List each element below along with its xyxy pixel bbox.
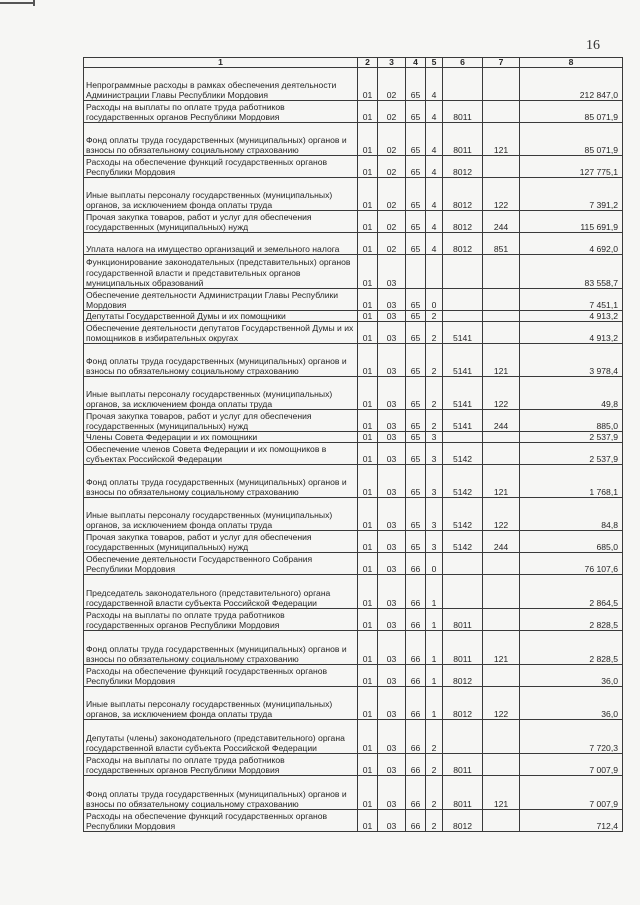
- subsection-code: 03: [378, 410, 406, 432]
- section-code: 01: [358, 720, 378, 754]
- target-item-code: 8011: [443, 101, 483, 123]
- item-name: Расходы на обеспечение функций государственных органов Республики Мордовия: [84, 665, 358, 687]
- subsection-code: 03: [378, 810, 406, 832]
- table-row: [84, 101, 623, 123]
- program-code: 65: [406, 211, 426, 233]
- subsection-code: 02: [378, 156, 406, 178]
- amount: 885,0: [520, 410, 623, 432]
- target-item-code: 5142: [443, 498, 483, 531]
- target-item-code: [443, 575, 483, 609]
- section-code: 01: [358, 410, 378, 432]
- expense-type-code: [483, 68, 520, 101]
- table-row: [84, 553, 623, 575]
- table-row: [84, 687, 623, 720]
- table-row: [84, 432, 623, 443]
- expense-type-code: [483, 255, 520, 289]
- subprogram-code: 1: [426, 665, 443, 687]
- expense-type-code: [483, 665, 520, 687]
- expense-type-code: 122: [483, 377, 520, 410]
- item-name: Обеспечение деятельности депутатов Государственной Думы и их помощников в избирательных округах: [84, 322, 358, 344]
- table-row: [84, 776, 623, 810]
- program-code: 65: [406, 311, 426, 322]
- expense-type-code: 121: [483, 123, 520, 156]
- expense-type-code: 121: [483, 465, 520, 498]
- table-row: [84, 575, 623, 609]
- subsection-code: 03: [378, 289, 406, 311]
- target-item-code: 8011: [443, 776, 483, 810]
- item-name: Уплата налога на имущество организаций и земельного налога: [84, 233, 358, 255]
- table-row: [84, 344, 623, 377]
- item-name: Фонд оплаты труда государственных (муниципальных) органов и взносы по обязательному социальному страхованию: [84, 123, 358, 156]
- item-name: Фонд оплаты труда государственных (муниципальных) органов и взносы по обязательному социальному страхованию: [84, 631, 358, 665]
- subsection-code: 02: [378, 101, 406, 123]
- amount: 4 913,2: [520, 322, 623, 344]
- program-code: 66: [406, 575, 426, 609]
- expense-type-code: [483, 432, 520, 443]
- program-code: 65: [406, 289, 426, 311]
- program-code: 65: [406, 101, 426, 123]
- scan-mark: [0, 2, 34, 4]
- subprogram-code: 4: [426, 211, 443, 233]
- target-item-code: 8011: [443, 754, 483, 776]
- item-name: Депутаты Государственной Думы и их помощники: [84, 311, 358, 322]
- subsection-code: 03: [378, 311, 406, 322]
- subprogram-code: 2: [426, 322, 443, 344]
- subprogram-code: 4: [426, 156, 443, 178]
- subprogram-code: 4: [426, 178, 443, 211]
- section-code: 01: [358, 575, 378, 609]
- expense-type-code: 122: [483, 178, 520, 211]
- section-code: 01: [358, 432, 378, 443]
- program-code: 65: [406, 156, 426, 178]
- program-code: 65: [406, 344, 426, 377]
- target-item-code: 8011: [443, 123, 483, 156]
- item-name: Фонд оплаты труда государственных (муниципальных) органов и взносы по обязательному социальному страхованию: [84, 465, 358, 498]
- amount: 2 537,9: [520, 432, 623, 443]
- table-row: [84, 443, 623, 465]
- expense-type-code: 121: [483, 631, 520, 665]
- section-code: 01: [358, 289, 378, 311]
- table-row: [84, 665, 623, 687]
- amount: 115 691,9: [520, 211, 623, 233]
- target-item-code: 8012: [443, 810, 483, 832]
- program-code: 66: [406, 720, 426, 754]
- subsection-code: 03: [378, 322, 406, 344]
- amount: 36,0: [520, 687, 623, 720]
- target-item-code: [443, 720, 483, 754]
- column-header: 2: [358, 58, 378, 68]
- section-code: 01: [358, 68, 378, 101]
- section-code: 01: [358, 465, 378, 498]
- expense-type-code: [483, 289, 520, 311]
- expense-type-code: 851: [483, 233, 520, 255]
- subsection-code: 03: [378, 776, 406, 810]
- subsection-code: 03: [378, 609, 406, 631]
- subprogram-code: 2: [426, 311, 443, 322]
- item-name: Непрограммные расходы в рамках обеспечения деятельности Администрации Главы Республики Мордовия: [84, 68, 358, 101]
- subprogram-code: 2: [426, 410, 443, 432]
- item-name: Обеспечение деятельности Государственного Собрания Республики Мордовия: [84, 553, 358, 575]
- target-item-code: [443, 255, 483, 289]
- subprogram-code: 2: [426, 776, 443, 810]
- section-code: 01: [358, 609, 378, 631]
- item-name: Расходы на выплаты по оплате труда работников государственных органов Республики Мордовия: [84, 101, 358, 123]
- section-code: 01: [358, 211, 378, 233]
- subprogram-code: 4: [426, 101, 443, 123]
- table-row: [84, 178, 623, 211]
- section-code: 01: [358, 255, 378, 289]
- program-code: 65: [406, 233, 426, 255]
- target-item-code: 8012: [443, 211, 483, 233]
- amount: 2 537,9: [520, 443, 623, 465]
- target-item-code: 8011: [443, 609, 483, 631]
- program-code: 65: [406, 498, 426, 531]
- target-item-code: 8012: [443, 665, 483, 687]
- column-header: 4: [406, 58, 426, 68]
- section-code: 01: [358, 553, 378, 575]
- program-code: 66: [406, 810, 426, 832]
- section-code: 01: [358, 531, 378, 553]
- subsection-code: 03: [378, 498, 406, 531]
- item-name: Обеспечение членов Совета Федерации и их помощников в субъектах Российской Федерации: [84, 443, 358, 465]
- subprogram-code: 0: [426, 553, 443, 575]
- item-name: Иные выплаты персоналу государственных (муниципальных) органов, за исключением фонда оплаты труда: [84, 377, 358, 410]
- item-name: Иные выплаты персоналу государственных (муниципальных) органов, за исключением фонда оплаты труда: [84, 687, 358, 720]
- subprogram-code: 1: [426, 687, 443, 720]
- subsection-code: 03: [378, 443, 406, 465]
- target-item-code: 5141: [443, 377, 483, 410]
- table-row: [84, 68, 623, 101]
- amount: 7 391,2: [520, 178, 623, 211]
- section-code: 01: [358, 665, 378, 687]
- column-header: 1: [84, 58, 358, 68]
- table-row: [84, 631, 623, 665]
- subprogram-code: 4: [426, 123, 443, 156]
- amount: 85 071,9: [520, 101, 623, 123]
- item-name: Члены Совета Федерации и их помощники: [84, 432, 358, 443]
- program-code: 65: [406, 410, 426, 432]
- program-code: [406, 255, 426, 289]
- scan-mark: [33, 0, 35, 6]
- item-name: Расходы на выплаты по оплате труда работников государственных органов Республики Мордовия: [84, 609, 358, 631]
- program-code: 65: [406, 531, 426, 553]
- item-name: Расходы на обеспечение функций государственных органов Республики Мордовия: [84, 810, 358, 832]
- subprogram-code: 1: [426, 575, 443, 609]
- subprogram-code: 3: [426, 443, 443, 465]
- table-row: [84, 465, 623, 498]
- subsection-code: 02: [378, 233, 406, 255]
- subprogram-code: [426, 255, 443, 289]
- program-code: 65: [406, 123, 426, 156]
- table-row: [84, 211, 623, 233]
- table-row: [84, 377, 623, 410]
- item-name: Прочая закупка товаров, работ и услуг для обеспечения государственных (муниципальных) нужд: [84, 410, 358, 432]
- table-row: [84, 311, 623, 322]
- amount: 7 007,9: [520, 776, 623, 810]
- section-code: 01: [358, 344, 378, 377]
- section-code: 01: [358, 178, 378, 211]
- target-item-code: 5141: [443, 322, 483, 344]
- section-code: 01: [358, 498, 378, 531]
- item-name: Фонд оплаты труда государственных (муниципальных) органов и взносы по обязательному социальному страхованию: [84, 776, 358, 810]
- amount: 1 768,1: [520, 465, 623, 498]
- program-code: 66: [406, 754, 426, 776]
- amount: 84,8: [520, 498, 623, 531]
- table-header-row: [84, 58, 623, 68]
- table-row: [84, 322, 623, 344]
- amount: 2 828,5: [520, 609, 623, 631]
- section-code: 01: [358, 810, 378, 832]
- subsection-code: 03: [378, 255, 406, 289]
- subprogram-code: 2: [426, 720, 443, 754]
- expense-type-code: [483, 156, 520, 178]
- subprogram-code: 2: [426, 810, 443, 832]
- program-code: 66: [406, 609, 426, 631]
- section-code: 01: [358, 377, 378, 410]
- target-item-code: 8012: [443, 687, 483, 720]
- item-name: Иные выплаты персоналу государственных (муниципальных) органов, за исключением фонда оплаты труда: [84, 178, 358, 211]
- target-item-code: 5141: [443, 344, 483, 377]
- table-row: [84, 156, 623, 178]
- subsection-code: 02: [378, 68, 406, 101]
- subsection-code: 03: [378, 631, 406, 665]
- expense-type-code: 122: [483, 687, 520, 720]
- subprogram-code: 4: [426, 233, 443, 255]
- subprogram-code: 1: [426, 631, 443, 665]
- subsection-code: 03: [378, 465, 406, 498]
- expense-type-code: 121: [483, 344, 520, 377]
- target-item-code: [443, 311, 483, 322]
- amount: 36,0: [520, 665, 623, 687]
- amount: 85 071,9: [520, 123, 623, 156]
- expense-type-code: [483, 720, 520, 754]
- expense-type-code: [483, 609, 520, 631]
- subsection-code: 02: [378, 123, 406, 156]
- column-header: 5: [426, 58, 443, 68]
- amount: 4 692,0: [520, 233, 623, 255]
- table-row: [84, 609, 623, 631]
- amount: 212 847,0: [520, 68, 623, 101]
- table-row: [84, 410, 623, 432]
- subsection-code: 03: [378, 344, 406, 377]
- program-code: 65: [406, 443, 426, 465]
- item-name: Иные выплаты персоналу государственных (муниципальных) органов, за исключением фонда оплаты труда: [84, 498, 358, 531]
- amount: 127 775,1: [520, 156, 623, 178]
- item-name: Прочая закупка товаров, работ и услуг для обеспечения государственных (муниципальных) нужд: [84, 531, 358, 553]
- table-row: [84, 754, 623, 776]
- column-header: 8: [520, 58, 623, 68]
- subsection-code: 02: [378, 211, 406, 233]
- expense-type-code: [483, 101, 520, 123]
- amount: 7 007,9: [520, 754, 623, 776]
- column-header: 6: [443, 58, 483, 68]
- target-item-code: [443, 553, 483, 575]
- amount: 685,0: [520, 531, 623, 553]
- amount: 7 451,1: [520, 289, 623, 311]
- subsection-code: 03: [378, 665, 406, 687]
- amount: 7 720,3: [520, 720, 623, 754]
- table-row: [84, 810, 623, 832]
- amount: 4 913,2: [520, 311, 623, 322]
- page-number: 16: [586, 38, 600, 53]
- table-row: [84, 233, 623, 255]
- program-code: 66: [406, 687, 426, 720]
- target-item-code: [443, 289, 483, 311]
- subsection-code: 03: [378, 575, 406, 609]
- expense-type-code: [483, 443, 520, 465]
- subprogram-code: 3: [426, 498, 443, 531]
- section-code: 01: [358, 101, 378, 123]
- target-item-code: [443, 68, 483, 101]
- item-name: Председатель законодательного (представительного) органа государственной власти субъекта Российской Федерации: [84, 575, 358, 609]
- section-code: 01: [358, 776, 378, 810]
- subprogram-code: 3: [426, 465, 443, 498]
- program-code: 66: [406, 665, 426, 687]
- item-name: Прочая закупка товаров, работ и услуг для обеспечения государственных (муниципальных) нужд: [84, 211, 358, 233]
- expense-type-code: [483, 754, 520, 776]
- program-code: 66: [406, 776, 426, 810]
- subsection-code: 03: [378, 553, 406, 575]
- table-row: [84, 531, 623, 553]
- item-name: Расходы на выплаты по оплате труда работников государственных органов Республики Мордовия: [84, 754, 358, 776]
- subsection-code: 03: [378, 754, 406, 776]
- column-header: 3: [378, 58, 406, 68]
- section-code: 01: [358, 443, 378, 465]
- subsection-code: 03: [378, 377, 406, 410]
- expense-type-code: [483, 553, 520, 575]
- subprogram-code: 4: [426, 68, 443, 101]
- amount: 2 864,5: [520, 575, 623, 609]
- subsection-code: 03: [378, 687, 406, 720]
- subsection-code: 03: [378, 432, 406, 443]
- target-item-code: 8012: [443, 233, 483, 255]
- program-code: 66: [406, 553, 426, 575]
- target-item-code: 8012: [443, 156, 483, 178]
- program-code: 65: [406, 68, 426, 101]
- expense-type-code: 121: [483, 776, 520, 810]
- target-item-code: [443, 432, 483, 443]
- item-name: Фонд оплаты труда государственных (муниципальных) органов и взносы по обязательному социальному страхованию: [84, 344, 358, 377]
- expense-type-code: 244: [483, 410, 520, 432]
- subprogram-code: 2: [426, 377, 443, 410]
- program-code: 66: [406, 631, 426, 665]
- column-header: 7: [483, 58, 520, 68]
- expense-type-code: 122: [483, 498, 520, 531]
- amount: 76 107,6: [520, 553, 623, 575]
- target-item-code: 5142: [443, 465, 483, 498]
- subsection-code: 02: [378, 178, 406, 211]
- table-row: [84, 720, 623, 754]
- section-code: 01: [358, 631, 378, 665]
- section-code: 01: [358, 754, 378, 776]
- amount: 49,8: [520, 377, 623, 410]
- amount: 2 828,5: [520, 631, 623, 665]
- subprogram-code: 0: [426, 289, 443, 311]
- expense-type-code: 244: [483, 531, 520, 553]
- table-row: [84, 255, 623, 289]
- table-row: [84, 123, 623, 156]
- amount: 83 558,7: [520, 255, 623, 289]
- target-item-code: 5141: [443, 410, 483, 432]
- subprogram-code: 2: [426, 344, 443, 377]
- program-code: 65: [406, 322, 426, 344]
- section-code: 01: [358, 233, 378, 255]
- program-code: 65: [406, 178, 426, 211]
- item-name: Расходы на обеспечение функций государственных органов Республики Мордовия: [84, 156, 358, 178]
- section-code: 01: [358, 311, 378, 322]
- subprogram-code: 3: [426, 531, 443, 553]
- subsection-code: 03: [378, 531, 406, 553]
- expense-type-code: [483, 311, 520, 322]
- target-item-code: 8011: [443, 631, 483, 665]
- target-item-code: 5142: [443, 443, 483, 465]
- section-code: 01: [358, 156, 378, 178]
- subsection-code: 03: [378, 720, 406, 754]
- table-body: [84, 68, 623, 832]
- target-item-code: 5142: [443, 531, 483, 553]
- subprogram-code: 3: [426, 432, 443, 443]
- expense-type-code: 244: [483, 211, 520, 233]
- expense-type-code: [483, 575, 520, 609]
- section-code: 01: [358, 322, 378, 344]
- subprogram-code: 2: [426, 754, 443, 776]
- budget-table: [83, 57, 623, 832]
- table-row: [84, 498, 623, 531]
- expense-type-code: [483, 810, 520, 832]
- target-item-code: 8012: [443, 178, 483, 211]
- program-code: 65: [406, 465, 426, 498]
- table-row: [84, 289, 623, 311]
- amount: 3 978,4: [520, 344, 623, 377]
- program-code: 65: [406, 432, 426, 443]
- item-name: Функционирование законодательных (представительных) органов государственной власти и представительных органов муниципальных образований: [84, 255, 358, 289]
- section-code: 01: [358, 687, 378, 720]
- subprogram-code: 1: [426, 609, 443, 631]
- program-code: 65: [406, 377, 426, 410]
- expense-type-code: [483, 322, 520, 344]
- section-code: 01: [358, 123, 378, 156]
- item-name: Депутаты (члены) законодательного (представительного) органа государственной власти субъекта Российской Федерации: [84, 720, 358, 754]
- amount: 712,4: [520, 810, 623, 832]
- item-name: Обеспечение деятельности Администрации Главы Республики Мордовия: [84, 289, 358, 311]
